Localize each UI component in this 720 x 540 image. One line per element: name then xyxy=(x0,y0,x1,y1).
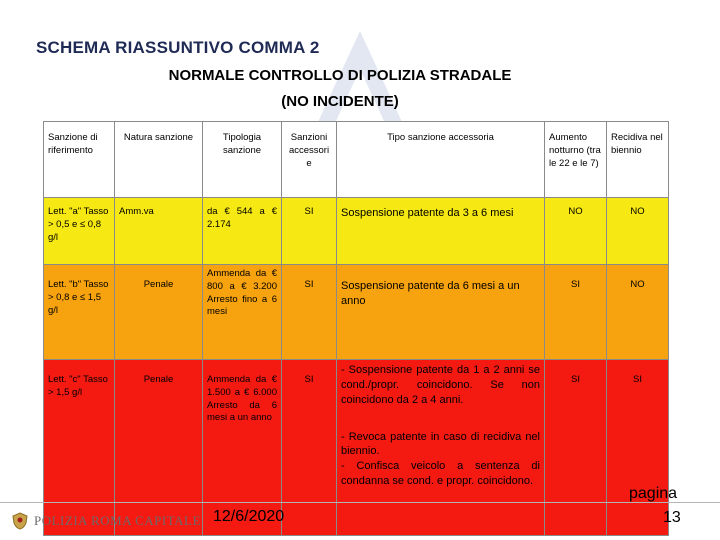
cell-notturno: SI xyxy=(545,265,607,360)
footer-logo xyxy=(12,512,201,530)
cell-natura: Penale xyxy=(115,360,203,536)
header-tipo-accessoria: Tipo sanzione accessoria xyxy=(337,122,545,198)
cell-recidiva: NO xyxy=(607,265,669,360)
page-label: pagina xyxy=(629,485,678,502)
page-title: SCHEMA RIASSUNTIVO COMMA 2 xyxy=(36,38,320,57)
cell-tipo-accessoria xyxy=(337,265,545,360)
accessoria-line: - Confisca veicolo a sentenza di condanna se cond. e propr. coincidono. xyxy=(341,460,540,488)
header-natura: Natura sanzione xyxy=(115,122,203,198)
cell-notturno: NO xyxy=(545,198,607,265)
table-header-row xyxy=(44,122,669,198)
cell-riferimento: Lett. "a" Tasso > 0,5 e ≤ 0,8 g/l xyxy=(44,198,115,265)
accessoria-line: - Revoca patente in caso di recidiva nel biennio. xyxy=(341,430,540,458)
header-accessorie: Sanzioni accessori e xyxy=(282,122,337,198)
cell-accessorie: SI xyxy=(282,360,337,536)
cell-tipo-accessoria xyxy=(337,360,545,536)
summary-table xyxy=(43,121,669,536)
header-tipologia: Tipologia sanzione xyxy=(203,122,282,198)
cell-natura: Amm.va xyxy=(115,198,203,265)
police-crest-icon xyxy=(12,512,28,530)
table-row xyxy=(44,198,669,265)
cell-notturno: SI xyxy=(545,360,607,536)
cell-natura: Penale xyxy=(115,265,203,360)
logo-text: POLIZIA ROMA CAPITALE xyxy=(34,513,201,528)
cell-recidiva: SI xyxy=(607,360,669,536)
cell-tipo-accessoria xyxy=(337,198,545,265)
subtitle-line-2: (NO INCIDENTE) xyxy=(281,93,399,110)
accessoria-line: - Sospensione patente da 1 a 2 anni se cond./propr. coincidono. Se non coincidono da 2 a 4 anni. xyxy=(341,364,540,406)
cell-tipologia: Ammenda da € 1.500 a € 6.000 Arresto da 6 mesi a un anno xyxy=(203,360,282,536)
table-row xyxy=(44,360,669,536)
header-recidiva: Recidiva nel biennio xyxy=(607,122,669,198)
cell-accessorie: SI xyxy=(282,265,337,360)
header-riferimento: Sanzione di riferimento xyxy=(44,122,115,198)
header-notturno: Aumento notturno (tra le 22 e le 7) xyxy=(545,122,607,198)
cell-riferimento: Lett. "c" Tasso > 1,5 g/l xyxy=(44,360,115,536)
accessoria-line: Sospensione patente da 6 mesi a un anno xyxy=(341,280,520,307)
footer-divider xyxy=(0,502,720,503)
footer-date: 12/6/2020 xyxy=(213,508,285,525)
subtitle-line-1: NORMALE CONTROLLO DI POLIZIA STRADALE xyxy=(168,67,512,84)
cell-tipologia: da € 544 a € 2.174 xyxy=(203,198,282,265)
accessoria-line: Sospensione patente da 3 a 6 mesi xyxy=(341,207,514,219)
page-number: 13 xyxy=(663,509,681,526)
cell-accessorie: SI xyxy=(282,198,337,265)
table-row xyxy=(44,265,669,360)
cell-tipologia: Ammenda da € 800 a € 3.200 Arresto fino a 6 mesi xyxy=(203,265,282,360)
cell-riferimento: Lett. "b" Tasso > 0,8 e ≤ 1,5 g/l xyxy=(44,265,115,360)
cell-recidiva: NO xyxy=(607,198,669,265)
